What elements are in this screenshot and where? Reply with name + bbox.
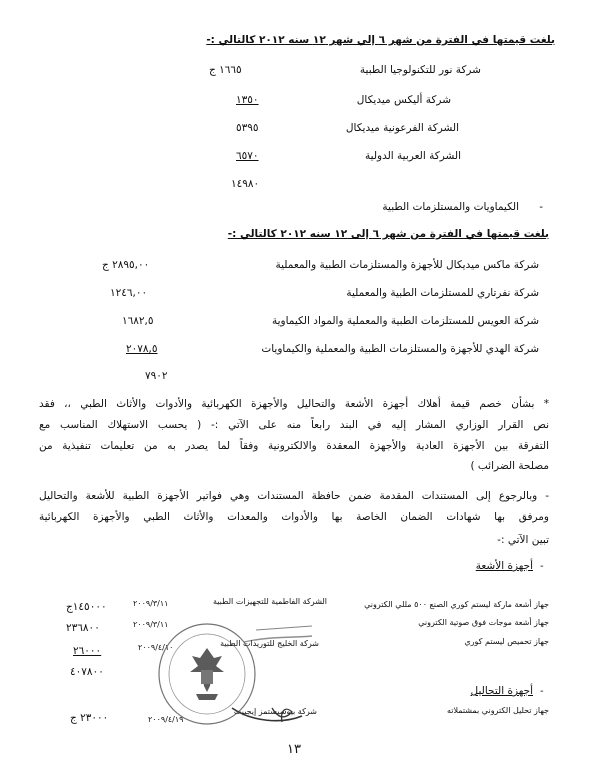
lab-row-1-desc: جهاز تحليل الكتروني بمشتملاته [446, 706, 549, 715]
xray-total: ٤٠٧٨٠٠ [70, 666, 104, 678]
section2-row-4-amount: ٢٠٧٨,٥ [126, 343, 158, 355]
paragraph2-line-3: تبين الآتي :- [497, 534, 549, 546]
xray-row-1-company: الشركة الفاطمية للتجهيزات الطبية [212, 597, 327, 606]
lab-row-1-company: شركة بيوسيستمز إيجيبت [233, 707, 317, 716]
section2-row-3-amount: ١٦٨٢,٥ [122, 315, 154, 327]
eagle-emblem-icon [190, 648, 224, 700]
lab-bullet: - [540, 686, 544, 697]
xray-row-2-date: ٢٠٠٩/٣/١١ [133, 620, 169, 629]
paragraph1-line-3: التفرقة بين الأجهزة العادية والأجهزة المعقدة والالكترونية وفقاً لما يصدر به من تعليمات تنفيذية من [39, 440, 549, 452]
section1-row-1-amount: ١٦٦٥ ج [209, 64, 242, 76]
official-stamp [152, 612, 322, 730]
section1-row-4-amount: ٦٥٧٠ [236, 150, 259, 162]
xray-bullet: - [540, 561, 544, 572]
section1-heading: بلغت قيمتها في الفترة من شهر ٦ إلي شهر ١٢ سنه ٢٠١٢ كالتالي :- [206, 34, 555, 46]
paragraph1-line-4: مصلحة الضرائب ) [470, 460, 549, 472]
lab-row-1-date: ٢٠٠٩/٤/١٩ [148, 715, 184, 724]
xray-row-2-desc: جهاز أشعة موجات فوق صوتية الكتروني [418, 618, 549, 627]
section1-total: ١٤٩٨٠ [231, 178, 260, 190]
section1-row-2-name: شركة أليكس ميديكال [356, 94, 451, 106]
lab-row-1-amount: ٢٣٠٠٠ ج [70, 712, 109, 724]
paragraph1-line-1: * بشأن خصم قيمة أهلاك أجهزة الأشعة والتحاليل والأجهزة الكهربائية والأدوات والأثاث الطبي ،، فقد [39, 398, 549, 410]
xray-row-1-date: ٢٠٠٩/٣/١١ [133, 599, 169, 608]
paragraph2-line-2: ومرفق بها شهادات الضمان الخاصة بها والأدوات والمعدات والأثاث الطبي والأجهزة الكهربائية [39, 511, 549, 523]
section2-row-4-name: شركة الهدي للأجهزة والمستلزمات الطبية والمعملية والكيماويات [261, 343, 539, 355]
section2-heading: بلغت قيمتها في الفترة من شهر ٦ إلى ١٢ سنه ٢٠١٢ كالتالي :- [227, 228, 549, 240]
section1-row-2-amount: ١٣٥٠ [236, 94, 259, 106]
section2-row-2-name: شركة نفرتاري للمستلزمات الطبية والمعملية [346, 287, 539, 299]
xray-row-3-date: ٢٠٠٩/٤/١٠ [138, 643, 174, 652]
section1-row-3-amount: ٥٣٩٥ [236, 122, 259, 134]
xray-row-3-desc: جهاز تحميص ليستم كوري [464, 637, 549, 646]
section1-row-4-name: الشركة العربية الدولية [365, 150, 461, 162]
xray-row-1-amount: ١٤٥٠٠٠ج [66, 601, 107, 613]
section1-row-1-name: شركة نور للتكنولوجيا الطبية [359, 64, 481, 76]
section2-title: الكيماويات والمستلزمات الطبية [382, 201, 519, 213]
xray-title: أجهزة الأشعة [475, 560, 533, 572]
section1-row-3-name: الشركة الفرعونية ميديكال [345, 122, 459, 134]
page-number: ١٣ [287, 742, 301, 757]
section2-row-1-name: شركة ماكس ميديكال للأجهزة والمستلزمات الطبية والمعملية [275, 259, 539, 271]
xray-row-2-amount: ٢٣٦٨٠٠ [66, 622, 100, 634]
section2-dash: - [539, 201, 543, 213]
section2-total: ٧٩٠٢ [145, 370, 168, 382]
xray-row-3-company: شركة الخليج للتوريدات الطبية [220, 639, 319, 648]
xray-row-1-desc: جهاز أشعة ماركة ليستم كوري الصنع ٥٠٠ مللي الكتروني [364, 600, 549, 609]
lab-title: أجهزة التحاليل [470, 685, 533, 697]
section2-row-3-name: شركة العويس للمستلزمات الطبية والمعملية والمواد الكيماوية [271, 315, 539, 327]
paragraph1-line-2: نص القرار الوزاري المشار إليه في البند رابعاً منه على الآتي :- ( يحسب الاستهلاك المناسب مع [39, 419, 549, 431]
section2-row-2-amount: ١٢٤٦,٠٠ [110, 287, 148, 299]
section2-row-1-amount: ٢٨٩٥,٠٠ ج [102, 259, 150, 271]
xray-row-3-amount: ٢٦٠٠٠ [73, 645, 102, 657]
paragraph2-line-1: - وبالرجوع إلى المستندات المقدمة ضمن حافظة المستندات وهي فواتير الأجهزة الطبية للأشعة والتحاليل [39, 490, 549, 502]
